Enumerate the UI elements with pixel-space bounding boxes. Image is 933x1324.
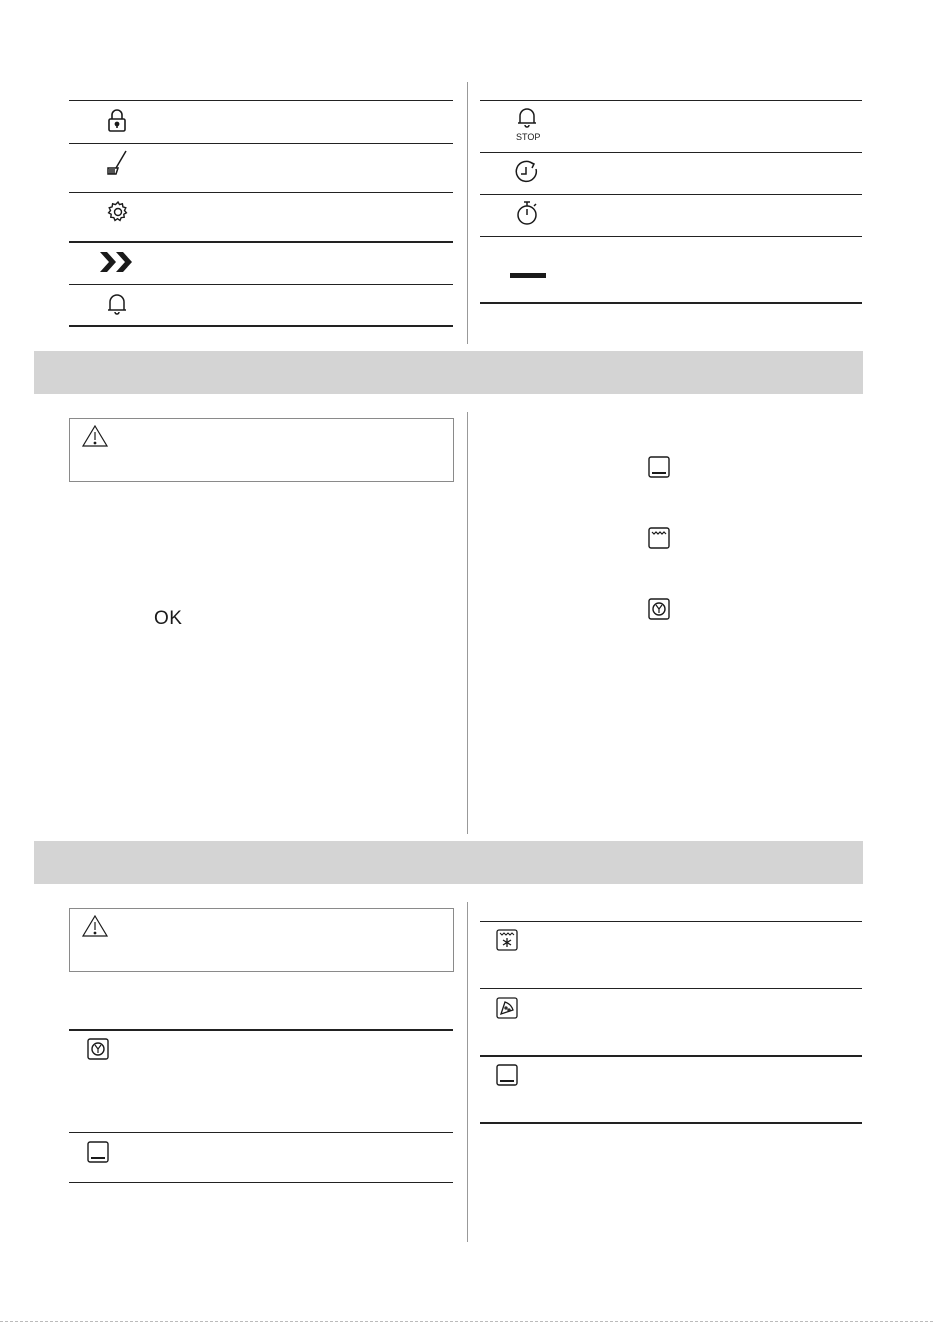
ok-key-label: OK: [154, 608, 183, 629]
column-divider: [467, 902, 468, 1242]
stop-label: STOP: [516, 132, 541, 142]
dash-bar-icon: [510, 273, 546, 278]
column-divider: [467, 412, 468, 834]
table-rule: [480, 921, 862, 922]
section-header-band: [34, 841, 863, 884]
page-edge-line: [0, 1321, 933, 1322]
table-rule: [480, 988, 862, 989]
section-header-band: [34, 351, 863, 394]
bottom-heat-icon: [87, 1141, 109, 1163]
fan-icon: [87, 1038, 109, 1060]
table-rule: [69, 100, 453, 101]
table-rule: [69, 241, 453, 243]
warning-box: [69, 908, 454, 972]
pizza-icon: [496, 997, 518, 1019]
table-rule: [480, 302, 862, 304]
lock-icon: [107, 109, 127, 133]
table-rule: [480, 1055, 862, 1057]
stopwatch-icon: [515, 200, 539, 226]
table-rule: [480, 100, 862, 101]
top-heat-grill-icon: [648, 527, 670, 549]
table-rule: [480, 236, 862, 237]
table-rule: [69, 284, 453, 285]
warning-triangle-icon: [82, 915, 108, 937]
defrost-icon: [496, 929, 518, 951]
table-rule: [480, 152, 862, 153]
fast-forward-icon: [98, 250, 136, 274]
warning-box: [69, 418, 454, 482]
gear-icon: [106, 200, 130, 224]
cleaning-brush-icon: [106, 150, 128, 176]
table-rule: [480, 194, 862, 195]
table-rule: [69, 1029, 453, 1031]
table-rule: [69, 143, 453, 144]
table-rule: [69, 1182, 453, 1183]
bottom-heat-icon: [648, 456, 670, 478]
bell-icon: [106, 292, 128, 316]
bottom-heat-icon: [496, 1064, 518, 1086]
warning-triangle-icon: [82, 425, 108, 447]
fan-icon: [648, 598, 670, 620]
column-divider: [467, 82, 468, 344]
table-rule: [69, 1132, 453, 1133]
table-rule: [69, 325, 453, 327]
table-rule: [480, 1122, 862, 1124]
bell-stop-icon: [516, 107, 538, 129]
clock-arrow-icon: [514, 160, 542, 186]
table-rule: [69, 192, 453, 193]
